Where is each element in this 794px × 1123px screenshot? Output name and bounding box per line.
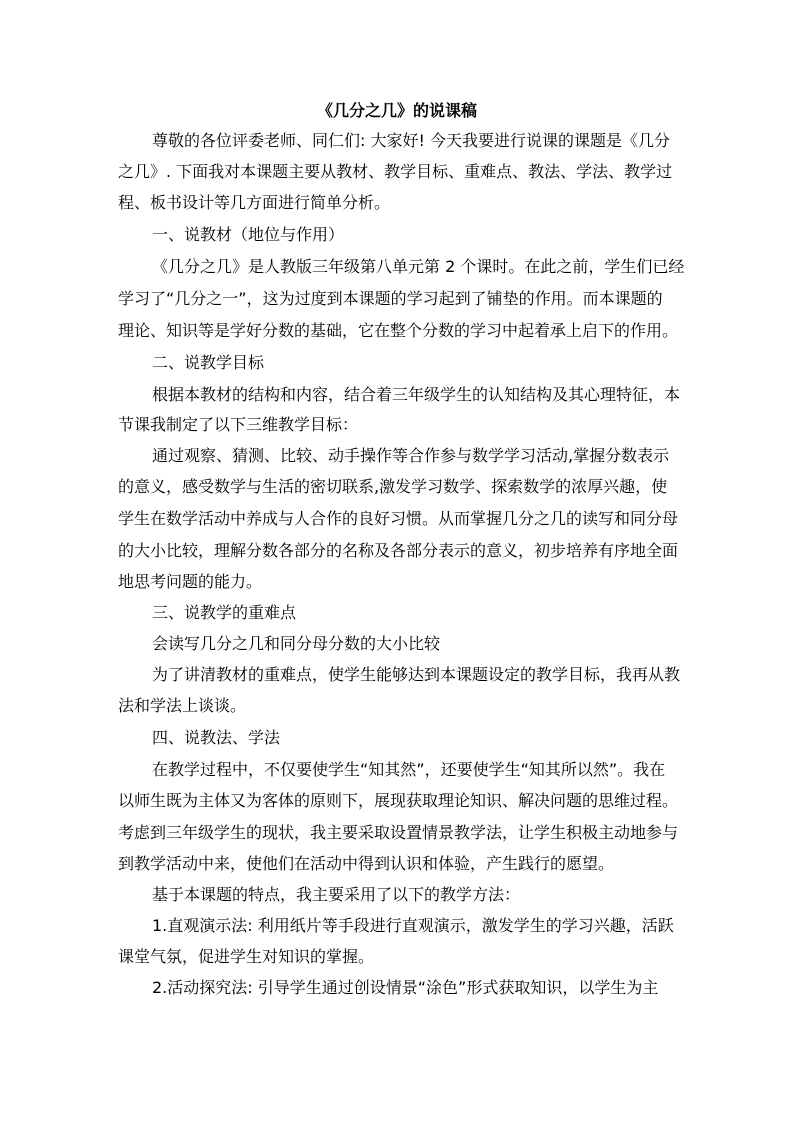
paragraph-line: 《几分之几》是人教版三年级第八单元第 2 个课时。在此之前，学生们已经 bbox=[152, 257, 685, 276]
paragraph-line: 尊敬的各位评委老师、同仁们: 大家好! 今天我要进行说课的课题是《几分 bbox=[152, 131, 670, 150]
document-title: 《几分之几》的说课稿 bbox=[316, 101, 477, 120]
section-heading: 三、说教学的重难点 bbox=[152, 603, 297, 622]
paragraph-line: 根据本教材的结构和内容，结合着三年级学生的认知结构及其心理特征，本 bbox=[152, 385, 681, 404]
paragraph-line: 法和学法上谈谈。 bbox=[118, 696, 247, 715]
section-heading: 四、说教法、学法 bbox=[152, 728, 281, 747]
paragraph-line: 为了讲清教材的重难点，使学生能够达到本课题设定的教学目标，我再从教 bbox=[152, 665, 681, 684]
paragraph-line: 基于本课题的特点，我主要采用了以下的教学方法： bbox=[152, 885, 521, 904]
list-item-line: 2.活动探究法: 引导学生通过创设情景“涂色”形式获取知识，以学生为主 bbox=[152, 978, 659, 997]
section-heading: 一、说教材（地位与作用） bbox=[152, 225, 345, 244]
paragraph-line: 会读写几分之几和同分母分数的大小比较 bbox=[152, 634, 441, 653]
paragraph-line: 程、板书设计等几方面进行简单分析。 bbox=[118, 193, 391, 212]
paragraph-line: 学生在数学活动中养成与人合作的良好习惯。从而掌握几分之几的读写和同分母 bbox=[118, 509, 679, 528]
paragraph-line: 理论、知识等是学好分数的基础，它在整个分数的学习中起着承上启下的作用。 bbox=[118, 321, 679, 340]
paragraph-line: 的意义，感受数学与生活的密切联系,激发学习数学、探索数学的浓厚兴趣，使 bbox=[118, 477, 668, 496]
paragraph-line: 之几》. 下面我对本课题主要从教材、教学目标、重难点、教法、学法、教学过 bbox=[118, 162, 673, 181]
paragraph-line: 节课我制定了以下三维教学目标： bbox=[118, 415, 359, 434]
list-item-line: 课堂气氛，促进学生对知识的掌握。 bbox=[118, 947, 375, 966]
paragraph-line: 在教学过程中，不仅要使学生“知其然”，还要使学生“知其所以然”。我在 bbox=[152, 760, 666, 779]
paragraph-line: 学习了“几分之一”，这为过度到本课题的学习起到了铺垫的作用。而本课题的 bbox=[118, 289, 663, 308]
paragraph-line: 地思考问题的能力。 bbox=[118, 572, 263, 591]
paragraph-line: 通过观察、猜测、比较、动手操作等合作参与数学学习活动,掌握分数表示 bbox=[152, 446, 670, 465]
paragraph-line: 的大小比较，理解分数各部分的名称及各部分表示的意义，初步培养有序地全面 bbox=[118, 541, 679, 560]
list-item-line: 1.直观演示法: 利用纸片等手段进行直观演示，激发学生的学习兴趣，活跃 bbox=[152, 916, 674, 935]
paragraph-line: 以师生既为主体又为客体的原则下，展现获取理论知识、解决问题的思维过程。 bbox=[118, 791, 679, 810]
section-heading: 二、说教学目标 bbox=[152, 353, 265, 372]
paragraph-line: 到教学活动中来，使他们在活动中得到认识和体验，产生践行的愿望。 bbox=[118, 854, 615, 873]
paragraph-line: 考虑到三年级学生的现状，我主要采取设置情景教学法，让学生积极主动地参与 bbox=[118, 823, 679, 842]
